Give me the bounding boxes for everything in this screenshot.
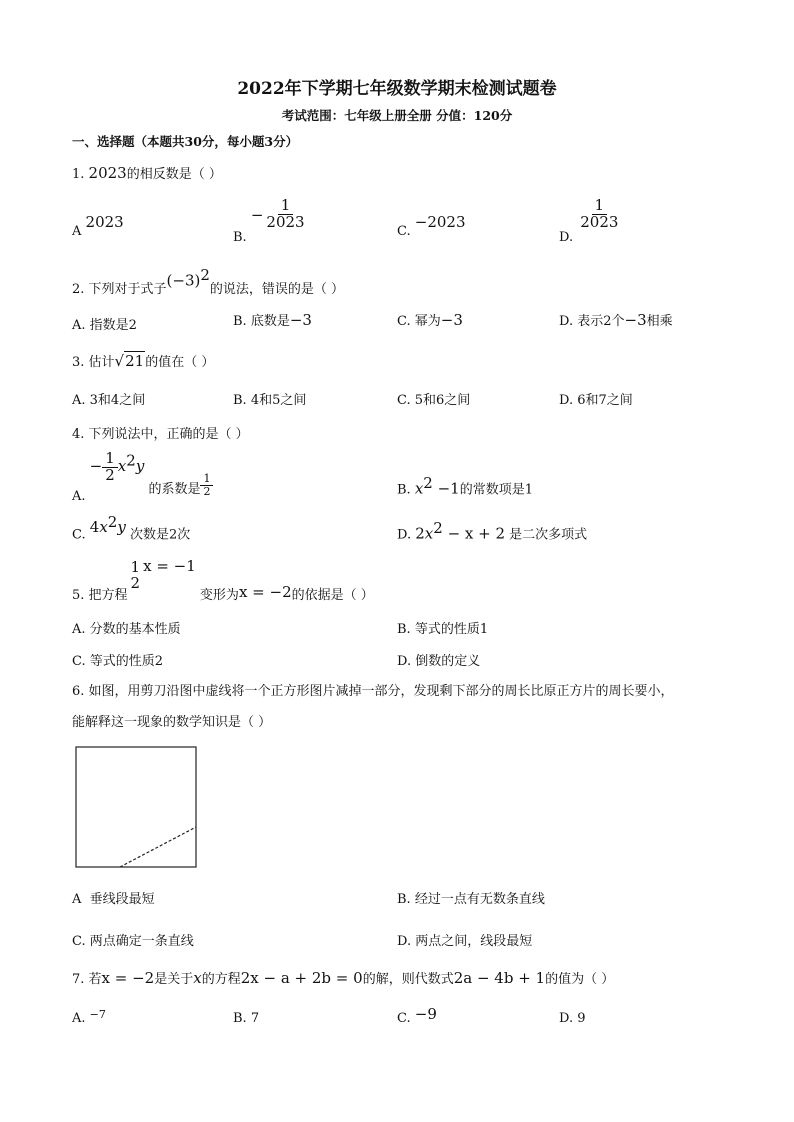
question-2-stem [72,266,345,298]
q5-option-a: A. 分数的基本性质 [72,622,181,637]
q4-option-a-coef-num: 1 [200,473,213,486]
q4-option-a-label: A. [72,488,86,504]
q5-text: 的依据是（ ） [291,588,374,604]
q6-square-figure [72,744,200,870]
q2-option-b-expr: −3 [289,311,312,329]
q1-option-d-label: D. [559,229,574,245]
q4-option-d-tail: − x + 2 [442,524,506,543]
q3-prefix: 3. 估计 [72,355,115,370]
q4-option-c-label: C. [72,527,86,543]
q7-option-a-value: −7 [89,1008,106,1021]
q3-text: 的值在（ ） [145,355,215,370]
q3-option-b: B. 4和5之间 [233,393,307,408]
q5-option-b: B. 等式的性质1 [397,622,489,637]
q5-denominator: 2 [130,573,141,592]
q3-sqrt-sign: √ [114,352,125,370]
q7-mid-3: 的解，则代数式 [362,972,454,987]
q1-option-b-numerator: 1 [278,198,294,215]
q1-text: 的相反数是（ ） [126,167,222,182]
q4-option-b-text: 的常数项是1 [459,482,534,498]
q1-option-b-label: B. [233,229,247,245]
page-subtitle: 考试范围：七年级上册全册 分值：120分 [281,108,513,123]
q1-option-d-numerator: 1 [592,198,608,215]
q1-option-a-label: A [72,224,82,239]
question-4-stem: 4. 下列说法中，正确的是（ ） [72,427,249,442]
q7-option-a-label: A. [72,1011,86,1026]
question-7-stem [72,968,614,987]
q5-middle-text: 变形为 [199,588,239,604]
q2-prefix: 2. 下列对于式子 [72,282,167,298]
q7-equation: 2x − a + 2b = 0 [240,969,363,987]
q5-numerator: 1 [130,558,141,576]
q7-text: 的值为（ ） [545,972,615,987]
q7-option-b: B. 7 [233,1011,260,1026]
q1-option-c-label: C. [397,224,411,239]
q2-text: 的说法，错误的是（ ） [209,282,345,298]
q1-option-b-sign: − [250,205,264,224]
q7-variable: x [193,969,202,987]
q1-option-b-denominator: 2023 [266,212,305,231]
q5-option-c: C. 等式的性质2 [72,654,164,669]
q2-option-b [233,310,312,329]
q7-option-d: D. 9 [559,1011,586,1026]
q7-mid-1: 是关于 [154,972,194,987]
q1-option-b [233,196,308,245]
q7-expression: 2a − 4b + 1 [453,969,546,987]
q2-exponent: 2 [200,266,210,284]
q6-option-a [72,888,155,907]
q4-option-d-var: x [424,524,434,543]
q7-mid-2: 的方程 [201,972,241,987]
q7-prefix: 7. 若 [72,972,102,987]
q4-option-d-exp: 2 [433,519,443,537]
q3-option-c: C. 5和6之间 [397,393,471,408]
q4-option-a-var: x [117,456,127,475]
q6-square-outline [76,747,196,867]
q4-option-c-var: x [99,518,108,537]
question-6-line-1: 6. 如图，用剪刀沿图中虚线将一个正方形图片减掉一部分，发现剩下部分的周长比原正方片的周长要小， [72,684,674,699]
q1-number: 1. [72,167,85,182]
q5-equation-2: x = −2 [238,583,292,602]
q7-condition: x = −2 [101,969,155,987]
q2-base: (−3) [166,271,201,290]
q5-equation-1: x = −1 [143,557,196,576]
q4-option-c-exp: 2 [107,513,118,531]
q2-option-c [397,310,463,329]
q4-option-b [397,474,533,497]
q2-option-d [559,310,673,329]
q4-option-c-text: 次数是2次 [129,527,191,543]
q4-option-c-var2: y [117,518,126,537]
q4-option-a-numerator: 1 [102,451,118,468]
q4-option-b-var: x [414,479,424,498]
q2-option-c-expr: −3 [440,311,463,329]
q5-option-d: D. 倒数的定义 [397,654,481,669]
q1-option-c-value: −2023 [414,213,466,231]
q4-option-d-coef: 2 [415,524,425,543]
question-3-stem [72,351,214,370]
question-1-stem [72,163,222,182]
q4-option-a-sign: − [89,456,103,475]
q2-option-a: A. 指数是2 [72,318,137,333]
q1-option-a-value: 2023 [85,213,124,231]
q7-option-c-value: −9 [414,1005,437,1023]
q4-option-b-exp: 2 [423,474,433,492]
q7-option-a [72,1008,106,1026]
q2-option-d-text: D. 表示2个 [559,314,625,329]
q2-option-d-tail: 相乘 [646,314,673,329]
q4-option-c [72,513,191,543]
q1-expression: 2023 [88,164,127,182]
q2-option-b-text: B. 底数是 [233,314,290,329]
q4-option-a-denominator: 2 [105,465,115,484]
q4-option-a-coef-den: 2 [203,484,211,498]
section-heading: 一、选择题（本题共30分，每小题3分） [72,134,299,149]
q4-option-a-var2: y [135,456,145,475]
q6-option-a-text: 垂线段最短 [89,892,155,907]
q6-option-d: D. 两点之间，线段最短 [397,934,533,949]
q3-option-a: A. 3和4之间 [72,393,146,408]
question-5-stem [72,557,374,604]
q4-option-d [397,519,587,542]
q6-option-c: C. 两点确定一条直线 [72,934,194,949]
q4-option-b-label: B. [397,482,411,498]
q1-option-c [397,213,466,239]
q3-option-d: D. 6和7之间 [559,393,633,408]
q6-dashed-cut-line [120,827,196,867]
q4-option-a [72,449,213,504]
q2-option-d-expr: −3 [624,311,647,329]
q4-option-a-exp: 2 [126,451,136,470]
q7-option-c [397,1005,437,1026]
q1-option-d-denominator: 2023 [580,212,619,231]
q5-prefix: 5. 把方程 [72,588,128,604]
q4-option-a-coef [200,473,213,497]
q4-option-a-text: 的系数是 [148,481,201,497]
question-6-line-2: 能解释这一现象的数学知识是（ ） [72,715,272,730]
q6-option-b: B. 经过一点有无数条直线 [397,892,545,907]
q7-option-c-label: C. [397,1011,411,1026]
q4-option-d-text: 是二次多项式 [509,527,588,543]
q4-option-a-fraction [102,451,118,484]
q2-option-c-text: C. 幂为 [397,314,441,329]
q6-option-a-label: A [72,892,82,907]
q1-option-a [72,213,124,239]
q4-option-d-label: D. [397,527,412,543]
q1-option-b-fraction [263,198,307,231]
q5-fraction [128,560,144,592]
q1-option-d [559,196,621,245]
q1-option-d-fraction [577,198,621,231]
q3-radicand: 21 [125,352,145,370]
q4-option-c-coef: 4 [89,518,100,537]
page-title: 2022年下学期七年级数学期末检测试题卷 [237,79,557,99]
q4-option-b-tail: −1 [432,479,460,498]
